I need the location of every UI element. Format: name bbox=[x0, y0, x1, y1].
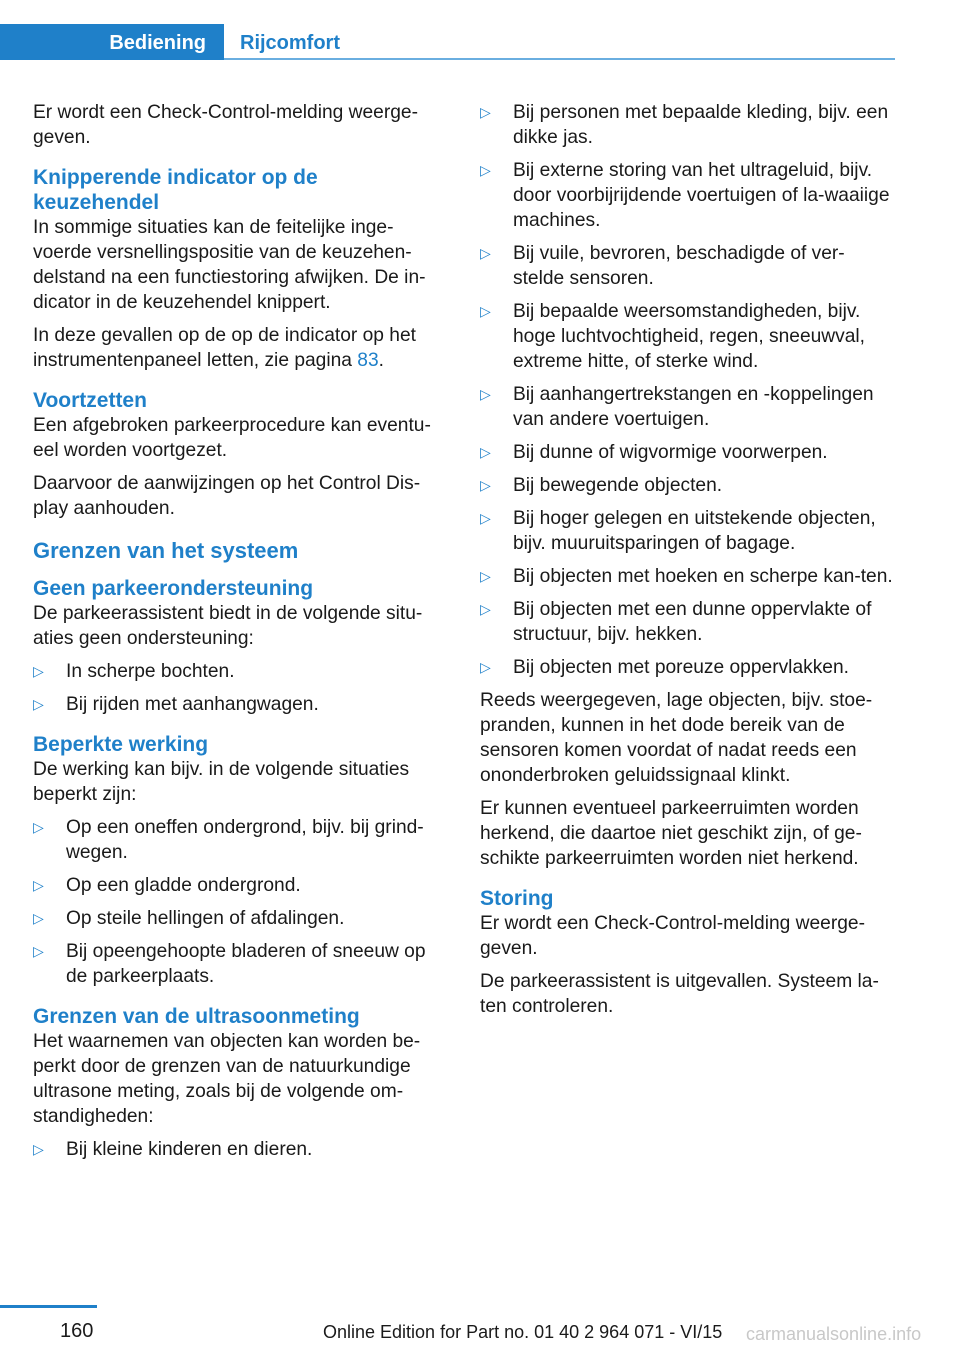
list-item-text: Bij hoger gelegen en uitstekende objecten, bijv. muuruitsparingen of bagage. bbox=[513, 508, 876, 554]
list-item-text: In scherpe bochten. bbox=[66, 661, 235, 682]
list-item-text: Op een gladde ondergrond. bbox=[66, 875, 301, 896]
edition-note: Online Edition for Part no. 01 40 2 964 071 - VI/15 bbox=[323, 1322, 723, 1342]
paragraph-voortzetten-2: Daarvoor de aanwijzingen op het Control Dis‐play aanhouden. bbox=[33, 473, 421, 519]
list-item-text: Bij personen met bepaalde kleding, bijv. een dikke jas. bbox=[513, 102, 889, 148]
list-item bbox=[480, 440, 895, 465]
list-item-text: Bij objecten met een dunne oppervlakte of structuur, bijv. hekken. bbox=[513, 599, 872, 645]
paragraph-beperkt: De werking kan bijv. in de volgende situaties beperkt zijn: bbox=[33, 759, 410, 805]
list-item bbox=[33, 939, 448, 989]
list-item-text: Bij bepaalde weersomstandigheden, bijv. hoge luchtvochtigheid, regen, sneeuwval, extreme hitte, of sterke wind. bbox=[513, 301, 866, 372]
bullet-triangle-icon bbox=[480, 564, 491, 589]
intro-text: Er wordt een Check-Control-melding weerge‐geven. bbox=[33, 102, 418, 148]
list-item bbox=[480, 100, 895, 150]
heading-storing: Storing bbox=[480, 887, 554, 910]
bullet-triangle-icon bbox=[480, 506, 491, 531]
heading-grenzen-ultrasoonmeting: Grenzen van de ultrasoonmeting bbox=[33, 1005, 360, 1028]
paragraph-gevallen-text: In deze gevallen op de op de indicator op het instrumentenpaneel letten, zie pagina bbox=[33, 325, 416, 371]
bullet-triangle-icon bbox=[33, 692, 44, 717]
list-item-text: Bij vuile, bevroren, beschadigde of ver‐stelde sensoren. bbox=[513, 243, 845, 289]
paragraph-kunnen: Er kunnen eventueel parkeerruimten worden herkend, die daartoe niet geschikt zijn, of ge‐schikte parkeerruimten worden niet herkend. bbox=[480, 798, 862, 869]
bullet-triangle-icon bbox=[33, 939, 44, 964]
list-geen bbox=[33, 659, 448, 717]
list-item bbox=[33, 659, 448, 684]
heading-voortzetten: Voortzetten bbox=[33, 389, 147, 412]
right-column bbox=[480, 100, 895, 1027]
bullet-triangle-icon bbox=[33, 873, 44, 898]
list-item-text: Op een oneffen ondergrond, bijv. bij grind‐wegen. bbox=[66, 817, 424, 863]
heading-grenzen-systeem: Grenzen van het systeem bbox=[33, 538, 299, 563]
list-item bbox=[480, 655, 895, 680]
page-link-83[interactable]: 83 bbox=[357, 350, 379, 371]
heading-beperkte-werking: Beperkte werking bbox=[33, 733, 209, 756]
bullet-triangle-icon bbox=[480, 100, 491, 125]
list-item bbox=[33, 815, 448, 865]
heading-geen-parkeerondersteuning: Geen parkeerondersteuning bbox=[33, 577, 314, 600]
bullet-triangle-icon bbox=[33, 659, 44, 684]
bullet-triangle-icon bbox=[480, 655, 491, 680]
left-column bbox=[33, 100, 448, 1170]
list-item-text: Bij opeengehoopte bladeren of sneeuw op de parkeerplaats. bbox=[66, 941, 426, 987]
list-item bbox=[480, 382, 895, 432]
paragraph-gevallen bbox=[33, 323, 448, 373]
tab-bar bbox=[0, 24, 895, 62]
bullet-triangle-icon bbox=[480, 597, 491, 622]
paragraph-knipperend: In sommige situaties kan de feitelijke inge‐voerde versnellingspositie van de keuzehen‐delstand na een functiestoring afwijken. De in‐dicator in de keuzehendel knippert. bbox=[33, 217, 426, 313]
paragraph-reeds: Reeds weergegeven, lage objecten, bijv. stoe‐pranden, kunnen in het dode bereik van de sensoren komen voordat of nadat reeds een ononderbroken geluidssignaal klinkt. bbox=[480, 690, 873, 786]
list-item-text: Bij externe storing van het ultrageluid, bijv. door voorbijrijdende voertuigen of la‐waaiige machines. bbox=[513, 160, 890, 231]
footer-accent-line bbox=[0, 1305, 97, 1308]
list-item-text: Bij kleine kinderen en dieren. bbox=[66, 1139, 313, 1160]
list-ultra-continued bbox=[480, 100, 895, 680]
bullet-triangle-icon bbox=[480, 241, 491, 266]
list-item bbox=[480, 564, 895, 589]
list-item bbox=[480, 473, 895, 498]
bullet-triangle-icon bbox=[480, 382, 491, 407]
list-item bbox=[480, 241, 895, 291]
bullet-triangle-icon bbox=[480, 158, 491, 183]
paragraph-ultra: Het waarnemen van objecten kan worden be‐perkt door de grenzen van de natuurkundige ultrasone meting, zoals bij de volgende om‐standigheden: bbox=[33, 1031, 421, 1127]
list-item-text: Bij aanhangertrekstangen en -koppelingen van andere voertuigen. bbox=[513, 384, 874, 430]
bullet-triangle-icon bbox=[480, 440, 491, 465]
list-item bbox=[33, 1137, 448, 1162]
bullet-triangle-icon bbox=[33, 906, 44, 931]
list-item-text: Bij dunne of wigvormige voorwerpen. bbox=[513, 442, 828, 463]
list-item-text: Bij rijden met aanhangwagen. bbox=[66, 694, 319, 715]
bullet-triangle-icon bbox=[480, 473, 491, 498]
list-ultra bbox=[33, 1137, 448, 1162]
tab-divider bbox=[224, 58, 895, 60]
list-beperkt bbox=[33, 815, 448, 989]
list-item bbox=[480, 299, 895, 374]
tab-bediening-label: Bediening bbox=[109, 32, 206, 54]
page-number: 160 bbox=[60, 1320, 94, 1342]
list-item bbox=[480, 158, 895, 233]
watermark: carmanualsonline.info bbox=[746, 1324, 922, 1344]
paragraph-geen: De parkeerassistent biedt in de volgende situ‐aties geen ondersteuning: bbox=[33, 603, 423, 649]
bullet-triangle-icon bbox=[33, 815, 44, 840]
paragraph-storing-1: Er wordt een Check-Control-melding weerge‐geven. bbox=[480, 913, 865, 959]
list-item-text: Op steile hellingen of afdalingen. bbox=[66, 908, 345, 929]
bullet-triangle-icon bbox=[33, 1137, 44, 1162]
tab-rijcomfort[interactable]: Rijcomfort bbox=[240, 32, 340, 54]
heading-knipperende-indicator: Knipperende indicator op de keuzehendel bbox=[33, 166, 318, 214]
bullet-triangle-icon bbox=[480, 299, 491, 324]
list-item-text: Bij objecten met hoeken en scherpe kan‐ten. bbox=[513, 566, 893, 587]
list-item bbox=[480, 597, 895, 647]
list-item bbox=[480, 506, 895, 556]
paragraph-gevallen-end: . bbox=[378, 350, 384, 371]
tab-bediening[interactable] bbox=[0, 24, 224, 60]
list-item bbox=[33, 692, 448, 717]
list-item-text: Bij objecten met poreuze oppervlakken. bbox=[513, 657, 849, 678]
list-item-text: Bij bewegende objecten. bbox=[513, 475, 723, 496]
list-item bbox=[33, 873, 448, 898]
paragraph-storing-2: De parkeerassistent is uitgevallen. Systeem la‐ten controleren. bbox=[480, 971, 879, 1017]
list-item bbox=[33, 906, 448, 931]
paragraph-voortzetten-1: Een afgebroken parkeerprocedure kan eventu‐eel worden voortgezet. bbox=[33, 415, 431, 461]
